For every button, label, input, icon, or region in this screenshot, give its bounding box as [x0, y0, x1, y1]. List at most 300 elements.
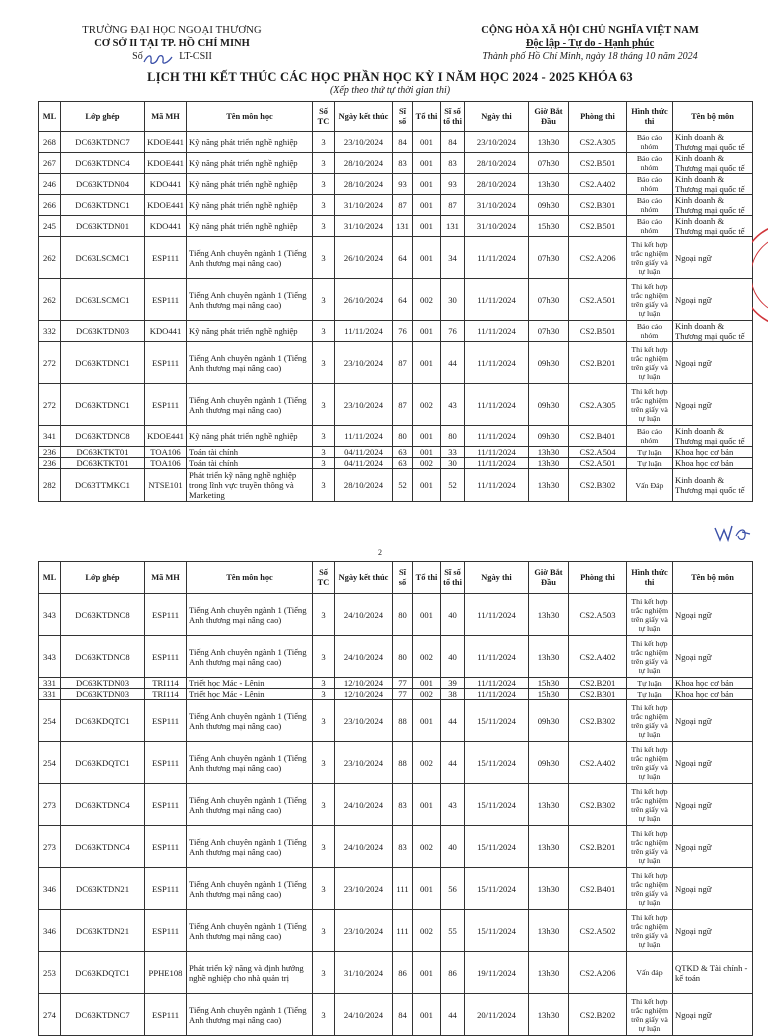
table-cell: 87	[393, 342, 413, 384]
table-cell: 33	[441, 447, 465, 458]
table-cell: 07h30	[529, 237, 569, 279]
col-header: Tên bộ môn	[673, 562, 753, 594]
table-cell: DC63KTDNC7	[61, 132, 145, 153]
table-cell: Tiếng Anh chuyên ngành 1 (Tiếng Anh thương mại nâng cao)	[187, 742, 313, 784]
table-cell: ESP111	[145, 237, 187, 279]
table-cell: 001	[413, 678, 441, 689]
table-cell: CS2.A305	[569, 132, 627, 153]
table-cell: 13h30	[529, 469, 569, 502]
table-cell: 40	[441, 636, 465, 678]
col-header: Tổ thi	[413, 102, 441, 132]
table-cell: DC63KTDN21	[61, 868, 145, 910]
table-cell: Tự luận	[627, 447, 673, 458]
table-cell: 111	[393, 910, 413, 952]
table-cell: ESP111	[145, 868, 187, 910]
table-cell: 266	[39, 195, 61, 216]
table-cell: 24/10/2024	[335, 994, 393, 1036]
table-cell: 09h30	[529, 384, 569, 426]
table-cell: CS2.B401	[569, 426, 627, 447]
table-cell: 13h30	[529, 910, 569, 952]
table-cell: CS2.A305	[569, 384, 627, 426]
table-cell: CS2.B501	[569, 216, 627, 237]
table-cell: Kỹ năng phát triển nghề nghiệp	[187, 426, 313, 447]
table-row	[39, 678, 753, 689]
table-cell: 001	[413, 321, 441, 342]
table-cell: Ngoại ngữ	[673, 784, 753, 826]
table-cell: ESP111	[145, 384, 187, 426]
table-cell: DC63KDQTC1	[61, 700, 145, 742]
table-cell: DC63KTDNC8	[61, 636, 145, 678]
table-cell: 93	[441, 174, 465, 195]
table-cell: KDOE441	[145, 153, 187, 174]
table-cell: 44	[441, 700, 465, 742]
table-cell: TRI114	[145, 689, 187, 700]
table-cell: 245	[39, 216, 61, 237]
table-row	[39, 321, 753, 342]
table-cell: Phát triển kỹ năng và định hướng nghề nghiệp cho nhà quản trị	[187, 952, 313, 994]
table-cell: 002	[413, 742, 441, 784]
table-cell: Thi kết hợp trắc nghiệm trên giấy và tự luận	[627, 279, 673, 321]
col-header: ML	[39, 102, 61, 132]
table-cell: 111	[393, 868, 413, 910]
table-cell: 001	[413, 868, 441, 910]
table-cell: Ngoại ngữ	[673, 594, 753, 636]
page-subtitle: (Xếp theo thứ tự thời gian thi)	[329, 85, 451, 96]
table-cell: ESP111	[145, 279, 187, 321]
document-date: Thành phố Hồ Chí Minh, ngày 18 tháng 10 năm 2024	[482, 51, 698, 62]
table-cell: Tiếng Anh chuyên ngành 1 (Tiếng Anh thương mại nâng cao)	[187, 826, 313, 868]
table-cell: Kinh doanh & Thương mại quốc tế	[673, 174, 753, 195]
page-number: 2	[378, 548, 382, 557]
table-cell: 15/11/2024	[465, 784, 529, 826]
table-cell: 001	[413, 447, 441, 458]
table-cell: 55	[441, 910, 465, 952]
table-cell: Ngoại ngữ	[673, 384, 753, 426]
table-cell: CS2.A503	[569, 594, 627, 636]
col-header: Phòng thi	[569, 102, 627, 132]
table-cell: KDO441	[145, 174, 187, 195]
table-cell: CS2.A501	[569, 279, 627, 321]
table-cell: 09h30	[529, 426, 569, 447]
table-cell: 30	[441, 279, 465, 321]
table-cell: 19/11/2024	[465, 952, 529, 994]
table-cell: 11/11/2024	[465, 469, 529, 502]
table-cell: 20/11/2024	[465, 994, 529, 1036]
table-cell: Báo cáo nhóm	[627, 216, 673, 237]
campus-name: CƠ SỞ II TẠI TP. HỒ CHÍ MINH	[94, 38, 250, 49]
table-cell: 001	[413, 174, 441, 195]
table-cell: 002	[413, 279, 441, 321]
table-cell: NTSE101	[145, 469, 187, 502]
table-cell: 3	[313, 237, 335, 279]
table-cell: Tiếng Anh chuyên ngành 1 (Tiếng Anh thương mại nâng cao)	[187, 994, 313, 1036]
national-title: CỘNG HÒA XÃ HỘI CHỦ NGHĨA VIỆT NAM	[481, 25, 699, 36]
table-cell: Kỹ năng phát triển nghề nghiệp	[187, 174, 313, 195]
table-cell: DC63KTDNC8	[61, 426, 145, 447]
table-cell: 28/10/2024	[335, 174, 393, 195]
table-cell: 3	[313, 426, 335, 447]
table-cell: 13h30	[529, 636, 569, 678]
table-cell: Thi kết hợp trắc nghiệm trên giấy và tự luận	[627, 384, 673, 426]
table-cell: 001	[413, 195, 441, 216]
table-cell: DC63KTDN01	[61, 216, 145, 237]
table-cell: 12/10/2024	[335, 678, 393, 689]
table-row	[39, 153, 753, 174]
table-cell: 343	[39, 636, 61, 678]
table-cell: Kỹ năng phát triển nghề nghiệp	[187, 132, 313, 153]
table-cell: CS2.A402	[569, 742, 627, 784]
table-cell: DC63LSCMC1	[61, 279, 145, 321]
table-cell: KDO441	[145, 216, 187, 237]
table-cell: Tiếng Anh chuyên ngành 1 (Tiếng Anh thương mại nâng cao)	[187, 342, 313, 384]
table-cell: 13h30	[529, 868, 569, 910]
table-cell: DC63KTDNC8	[61, 594, 145, 636]
table-cell: Tự luận	[627, 678, 673, 689]
table-row	[39, 279, 753, 321]
table-cell: 04/11/2024	[335, 458, 393, 469]
table-cell: 11/11/2024	[465, 384, 529, 426]
table-cell: Phát triển kỹ năng nghề nghiệp trong lĩnh vực truyền thông và Marketing	[187, 469, 313, 502]
table-cell: 236	[39, 447, 61, 458]
col-header: Giờ Bắt Đầu	[529, 562, 569, 594]
table-cell: 84	[393, 994, 413, 1036]
table-cell: 15/11/2024	[465, 742, 529, 784]
table-cell: 44	[441, 742, 465, 784]
table-cell: 262	[39, 279, 61, 321]
table-row	[39, 237, 753, 279]
table-cell: DC63KTKT01	[61, 458, 145, 469]
table-cell: 282	[39, 469, 61, 502]
table-cell: 23/10/2024	[335, 700, 393, 742]
table-cell: Tự luận	[627, 458, 673, 469]
table-cell: DC63KTDN04	[61, 174, 145, 195]
table-cell: DC63KTDN03	[61, 689, 145, 700]
col-header: Tên bộ môn	[673, 102, 753, 132]
table-cell: Khoa học cơ bản	[673, 689, 753, 700]
table-cell: 80	[393, 636, 413, 678]
table-cell: Báo cáo nhóm	[627, 321, 673, 342]
col-header: Ngày thi	[465, 102, 529, 132]
table-cell: 331	[39, 689, 61, 700]
table-cell: 23/10/2024	[335, 868, 393, 910]
table-cell: 40	[441, 826, 465, 868]
table-cell: CS2.B401	[569, 868, 627, 910]
table-cell: 11/11/2024	[335, 426, 393, 447]
table-cell: 13h30	[529, 826, 569, 868]
table-cell: Khoa học cơ bản	[673, 447, 753, 458]
table-cell: TOA106	[145, 458, 187, 469]
table-row	[39, 132, 753, 153]
table-cell: Tiếng Anh chuyên ngành 1 (Tiếng Anh thương mại nâng cao)	[187, 279, 313, 321]
col-header: Ngày kết thúc	[335, 102, 393, 132]
table-row	[39, 826, 753, 868]
table-cell: Báo cáo nhóm	[627, 195, 673, 216]
table-cell: 15/11/2024	[465, 826, 529, 868]
table-cell: 44	[441, 342, 465, 384]
table-cell: Ngoại ngữ	[673, 910, 753, 952]
table-cell: Ngoại ngữ	[673, 700, 753, 742]
table-cell: 3	[313, 153, 335, 174]
table-cell: 40	[441, 594, 465, 636]
table-cell: KDOE441	[145, 132, 187, 153]
col-header: Số TC	[313, 562, 335, 594]
table-cell: Thi kết hợp trắc nghiệm trên giấy và tự luận	[627, 342, 673, 384]
table-cell: 3	[313, 458, 335, 469]
table-cell: 13h30	[529, 458, 569, 469]
table-cell: Thi kết hợp trắc nghiệm trên giấy và tự luận	[627, 594, 673, 636]
table-cell: Tiếng Anh chuyên ngành 1 (Tiếng Anh thương mại nâng cao)	[187, 910, 313, 952]
table-cell: CS2.A402	[569, 636, 627, 678]
table-cell: 15h30	[529, 216, 569, 237]
handwritten-number-mark	[142, 52, 176, 66]
table-cell: Kinh doanh & Thương mại quốc tế	[673, 132, 753, 153]
official-stamp-edge	[752, 220, 768, 330]
table-row	[39, 447, 753, 458]
table-cell: Kỹ năng phát triển nghề nghiệp	[187, 216, 313, 237]
handwritten-signature	[712, 520, 752, 544]
table-cell: 273	[39, 784, 61, 826]
table-cell: 236	[39, 458, 61, 469]
header-right	[430, 24, 750, 63]
table-cell: Thi kết hợp trắc nghiệm trên giấy và tự luận	[627, 910, 673, 952]
table-header-row	[39, 102, 753, 132]
table-cell: 09h30	[529, 342, 569, 384]
table-cell: DC63KTDNC1	[61, 342, 145, 384]
table-cell: Ngoại ngữ	[673, 994, 753, 1036]
table-cell: 331	[39, 678, 61, 689]
table-row	[39, 689, 753, 700]
table-cell: 26/10/2024	[335, 237, 393, 279]
col-header: Hình thức thi	[627, 562, 673, 594]
col-header: Tên môn học	[187, 562, 313, 594]
table-cell: 11/11/2024	[465, 237, 529, 279]
table-cell: 13h30	[529, 594, 569, 636]
table-cell: 23/10/2024	[465, 132, 529, 153]
table-cell: DC63KTKT01	[61, 447, 145, 458]
table-cell: 253	[39, 952, 61, 994]
table-cell: 64	[393, 279, 413, 321]
table-row	[39, 910, 753, 952]
table-cell: 07h30	[529, 279, 569, 321]
table-row	[39, 458, 753, 469]
table-cell: DC63KDQTC1	[61, 742, 145, 784]
table-cell: DC63KTDNC4	[61, 784, 145, 826]
table-cell: 83	[393, 826, 413, 868]
table-cell: QTKD & Tài chính - kế toán	[673, 952, 753, 994]
table-cell: CS2.B301	[569, 195, 627, 216]
table-cell: 13h30	[529, 994, 569, 1036]
table-cell: 04/11/2024	[335, 447, 393, 458]
col-header: Lớp ghép	[61, 562, 145, 594]
table-cell: 15h30	[529, 678, 569, 689]
table-cell: 23/10/2024	[335, 384, 393, 426]
table-cell: 80	[393, 594, 413, 636]
table-cell: 76	[441, 321, 465, 342]
table-cell: Ngoại ngữ	[673, 237, 753, 279]
table-cell: 002	[413, 826, 441, 868]
table-cell: 13h30	[529, 447, 569, 458]
table-cell: 272	[39, 342, 61, 384]
table-row	[39, 700, 753, 742]
table-row	[39, 384, 753, 426]
table-cell: 001	[413, 469, 441, 502]
table-cell: ESP111	[145, 700, 187, 742]
col-header: Mã MH	[145, 562, 187, 594]
table-cell: 3	[313, 742, 335, 784]
table-cell: Tự luận	[627, 689, 673, 700]
table-cell: DC63KDQTC1	[61, 952, 145, 994]
table-cell: 31/10/2024	[335, 195, 393, 216]
table-cell: ESP111	[145, 784, 187, 826]
table-cell: Thi kết hợp trắc nghiệm trên giấy và tự luận	[627, 826, 673, 868]
table-cell: 254	[39, 742, 61, 784]
table-cell: 11/11/2024	[465, 447, 529, 458]
table-cell: CS2.B302	[569, 700, 627, 742]
table-cell: 83	[393, 784, 413, 826]
table-cell: 002	[413, 689, 441, 700]
table-cell: 26/10/2024	[335, 279, 393, 321]
table-header-row	[39, 562, 753, 594]
table-row	[39, 636, 753, 678]
table-cell: CS2.A501	[569, 458, 627, 469]
table-row	[39, 952, 753, 994]
table-cell: CS2.B201	[569, 342, 627, 384]
table-cell: Thi kết hợp trắc nghiệm trên giấy và tự luận	[627, 237, 673, 279]
table-cell: CS2.B202	[569, 994, 627, 1036]
table-cell: ESP111	[145, 826, 187, 868]
table-cell: DC63KTDNC7	[61, 994, 145, 1036]
table-cell: 88	[393, 742, 413, 784]
table-row	[39, 174, 753, 195]
table-cell: 3	[313, 447, 335, 458]
table-cell: Tiếng Anh chuyên ngành 1 (Tiếng Anh thương mại nâng cao)	[187, 700, 313, 742]
table-cell: CS2.B201	[569, 826, 627, 868]
table-cell: 11/11/2024	[465, 689, 529, 700]
table-cell: 3	[313, 469, 335, 502]
table-cell: 002	[413, 384, 441, 426]
table-cell: 332	[39, 321, 61, 342]
table-cell: CS2.A206	[569, 952, 627, 994]
table-cell: CS2.B302	[569, 784, 627, 826]
table-cell: Kinh doanh & Thương mại quốc tế	[673, 216, 753, 237]
table-cell: ESP111	[145, 910, 187, 952]
table-cell: 86	[441, 952, 465, 994]
table-cell: 64	[393, 237, 413, 279]
table-cell: 272	[39, 384, 61, 426]
col-header: Giờ Bắt Đầu	[529, 102, 569, 132]
table-cell: 87	[393, 195, 413, 216]
table-cell: 77	[393, 678, 413, 689]
table-cell: 001	[413, 426, 441, 447]
table-cell: 3	[313, 636, 335, 678]
exam-schedule-table-page1	[38, 101, 753, 502]
table-cell: DC63KTDN03	[61, 678, 145, 689]
table-cell: 002	[413, 458, 441, 469]
table-cell: 15/11/2024	[465, 700, 529, 742]
table-cell: 07h30	[529, 321, 569, 342]
table-cell: Khoa học cơ bản	[673, 458, 753, 469]
table-cell: 56	[441, 868, 465, 910]
table-row	[39, 469, 753, 502]
table-cell: 84	[441, 132, 465, 153]
table-cell: Triết học Mác - Lênin	[187, 678, 313, 689]
table-row	[39, 594, 753, 636]
table-cell: 341	[39, 426, 61, 447]
table-cell: CS2.A206	[569, 237, 627, 279]
table-cell: DC63KTDNC4	[61, 826, 145, 868]
table-cell: 001	[413, 342, 441, 384]
table-cell: Toán tài chính	[187, 458, 313, 469]
table-cell: Tiếng Anh chuyên ngành 1 (Tiếng Anh thương mại nâng cao)	[187, 384, 313, 426]
table-row	[39, 868, 753, 910]
table-cell: 11/11/2024	[465, 426, 529, 447]
table-cell: 268	[39, 132, 61, 153]
university-name: TRƯỜNG ĐẠI HỌC NGOẠI THƯƠNG	[82, 25, 262, 36]
table-cell: 93	[393, 174, 413, 195]
table-cell: 001	[413, 952, 441, 994]
col-header: Sĩ số	[393, 562, 413, 594]
table-cell: 3	[313, 678, 335, 689]
table-cell: 001	[413, 237, 441, 279]
table-cell: Ngoại ngữ	[673, 279, 753, 321]
table-cell: Kinh doanh & Thương mại quốc tế	[673, 469, 753, 502]
table-cell: ESP111	[145, 994, 187, 1036]
table-cell: 31/10/2024	[335, 952, 393, 994]
table-cell: 43	[441, 384, 465, 426]
table-cell: 83	[441, 153, 465, 174]
table-cell: 88	[393, 700, 413, 742]
table-cell: 86	[393, 952, 413, 994]
table-cell: 246	[39, 174, 61, 195]
table-cell: 15/11/2024	[465, 910, 529, 952]
table-cell: 001	[413, 594, 441, 636]
table-cell: Kỹ năng phát triển nghề nghiệp	[187, 153, 313, 174]
table-cell: 63	[393, 447, 413, 458]
table-cell: 28/10/2024	[465, 174, 529, 195]
table-cell: 12/10/2024	[335, 689, 393, 700]
table-cell: 23/10/2024	[335, 132, 393, 153]
table-cell: 131	[441, 216, 465, 237]
table-cell: Tiếng Anh chuyên ngành 1 (Tiếng Anh thương mại nâng cao)	[187, 594, 313, 636]
table-row	[39, 342, 753, 384]
table-cell: Tiếng Anh chuyên ngành 1 (Tiếng Anh thương mại nâng cao)	[187, 784, 313, 826]
table-cell: Thi kết hợp trắc nghiệm trên giấy và tự luận	[627, 636, 673, 678]
table-cell: 3	[313, 594, 335, 636]
table-cell: Tiếng Anh chuyên ngành 1 (Tiếng Anh thương mại nâng cao)	[187, 237, 313, 279]
table-cell: 31/10/2024	[335, 216, 393, 237]
table-cell: 13h30	[529, 784, 569, 826]
table-cell: 11/11/2024	[465, 279, 529, 321]
table-cell: 3	[313, 132, 335, 153]
table-cell: 09h30	[529, 742, 569, 784]
table-cell: 001	[413, 153, 441, 174]
table-cell: 002	[413, 636, 441, 678]
col-header: ML	[39, 562, 61, 594]
table-cell: Thi kết hợp trắc nghiệm trên giấy và tự luận	[627, 700, 673, 742]
table-cell: CS2.B301	[569, 689, 627, 700]
table-cell: 11/11/2024	[465, 594, 529, 636]
table-cell: Kinh doanh & Thương mại quốc tế	[673, 195, 753, 216]
table-cell: Thi kết hợp trắc nghiệm trên giấy và tự luận	[627, 742, 673, 784]
table-cell: 3	[313, 279, 335, 321]
table-cell: Vấn đáp	[627, 952, 673, 994]
table-cell: 28/10/2024	[465, 153, 529, 174]
table-cell: Kinh doanh & Thương mại quốc tế	[673, 426, 753, 447]
col-header: Phòng thi	[569, 562, 627, 594]
table-cell: Báo cáo nhóm	[627, 153, 673, 174]
table-cell: DC63LSCMC1	[61, 237, 145, 279]
table-cell: CS2.B501	[569, 321, 627, 342]
